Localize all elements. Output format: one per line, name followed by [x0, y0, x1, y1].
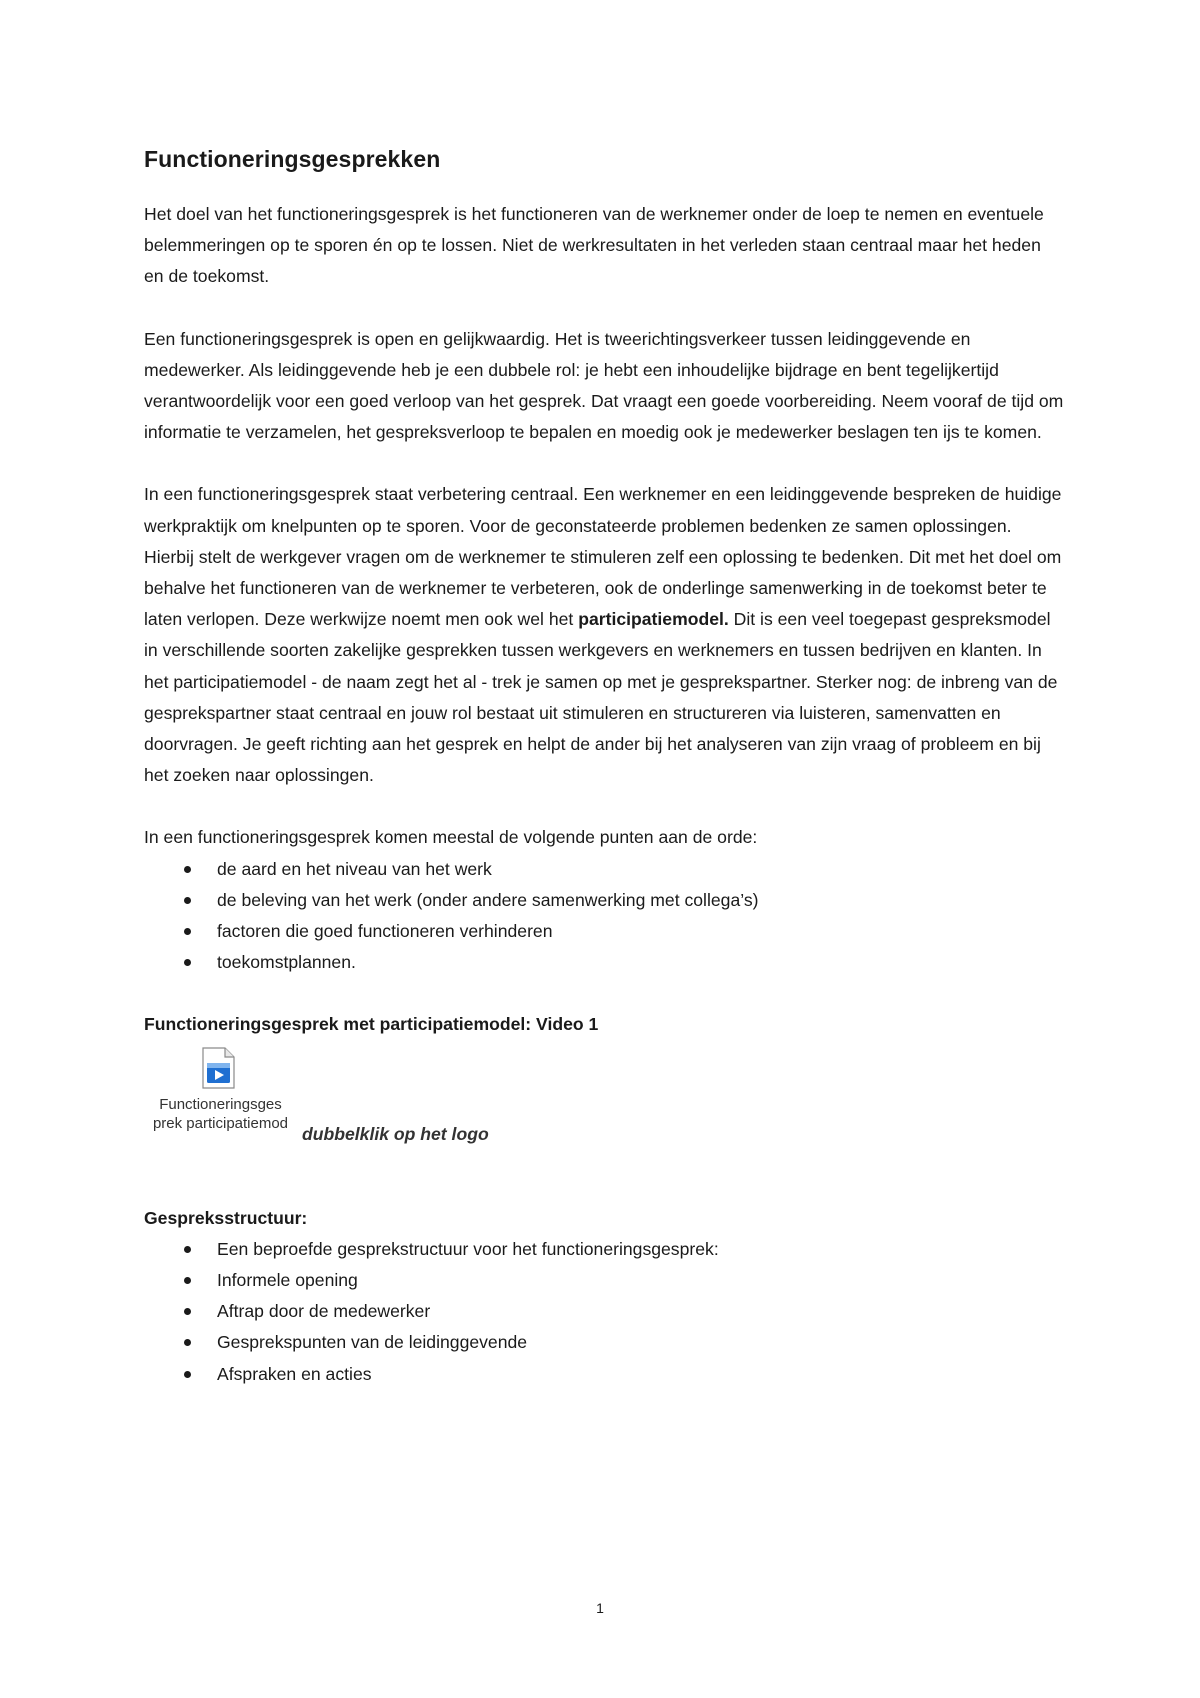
list-item-text: Gesprekspunten van de leidinggevende — [217, 1332, 528, 1353]
page-number: 1 — [596, 1600, 604, 1616]
structure-list — [144, 1234, 1064, 1390]
bullet-icon — [184, 1371, 191, 1378]
bullet-icon — [184, 866, 191, 873]
video-file-caption[interactable] — [144, 1095, 297, 1133]
structure-heading: Gespreksstructuur: — [144, 1207, 308, 1228]
list-item-text: Informele opening — [217, 1270, 358, 1291]
bullet-icon — [184, 928, 191, 935]
video-attachment[interactable] — [144, 1047, 1064, 1151]
list-item — [144, 854, 1064, 885]
bullet-icon — [184, 1277, 191, 1284]
paragraph-verbetering-part-1: In een functioneringsgesprek staat verbetering centraal. Een werknemer en een leidinggevende bespreken de huidige werkpraktijk om knelpunten op te sporen. Voor de geconstateerde problemen bedenken ze samen oplossingen. Hierbij stelt de werkgever vragen om de werknemer te stimuleren zelf een oplossing te bedenken. Dit met het doel om behalve het functioneren van de werknemer te verbeteren, ook de onderlinge samenwerking in de toekomst beter te laten verlopen. Deze werkwijze noemt men ook wel het — [144, 484, 1062, 630]
list-item — [144, 1234, 1064, 1265]
list-item — [144, 947, 1064, 978]
list-item — [144, 916, 1064, 947]
double-click-hint: dubbelklik op het logo — [302, 1123, 489, 1144]
video-heading: Functioneringsgesprek met participatiemodel: Video 1 — [144, 1014, 599, 1035]
bullet-icon — [184, 897, 191, 904]
video-file-caption-line-1: Functioneringsges — [159, 1095, 282, 1113]
list-item — [144, 885, 1064, 916]
video-file-icon[interactable] — [202, 1047, 235, 1089]
bullet-icon — [184, 959, 191, 966]
list-item — [144, 1296, 1064, 1327]
list-item-text: Aftrap door de medewerker — [217, 1301, 431, 1322]
list-item-text: factoren die goed functioneren verhinderen — [217, 921, 553, 942]
list-item-text: Een beproefde gesprekstructuur voor het functioneringsgesprek: — [217, 1238, 719, 1259]
participatiemodel-term: participatiemodel. — [578, 609, 729, 630]
page-title: Functioneringsgesprekken — [144, 146, 441, 172]
document-body — [144, 146, 1064, 1421]
bullet-icon — [184, 1246, 191, 1253]
list-item-text: de aard en het niveau van het werk — [217, 858, 492, 879]
paragraph-open-gesprek: Een functioneringsgesprek is open en gelijkwaardig. Het is tweerichtingsverkeer tussen leidinggevende en medewerker. Als leidinggevende heb je een dubbele rol: je hebt een inhoudelijke bijdrage en bent tegelijkertijd verantwoordelijk voor een goed verloop van het gesprek. Dat vraagt een goede voorbereiding. Neem vooraf de tijd om informatie te verzamelen, het gespreksverloop te bepalen en moedig ook je medewerker beslagen ten ijs te komen. — [144, 328, 1064, 443]
list-item-text: Afspraken en acties — [217, 1363, 372, 1384]
list-item — [144, 1359, 1064, 1390]
bullet-icon — [184, 1339, 191, 1346]
paragraph-goal: Het doel van het functioneringsgesprek is het functioneren van de werknemer onder de loep te nemen en eventuele belemmeringen op te sporen én op te lossen. Niet de werkresultaten in het verleden staan centraal maar het heden en de toekomst. — [144, 204, 1044, 287]
list-item-text: toekomstplannen. — [217, 952, 356, 973]
paragraph-verbetering — [144, 479, 1064, 791]
paragraph-verbetering-part-2: Dit is een veel toegepast gespreksmodel in verschillende soorten zakelijke gesprekken tussen werkgevers en werknemers en tussen bedrijven en klanten. In het participatiemodel - de naam zegt het al - trek je samen op met je gesprekspartner. Sterker nog: de inbreng van de gesprekspartner staat centraal en jouw rol bestaat uit stimuleren en structureren via luisteren, samenvatten en doorvragen. Je geeft richting aan het gesprek en helpt de ander bij het analyseren van zijn vraag of probleem en bij het zoeken naar oplossingen. — [144, 609, 1058, 786]
list-item-text: de beleving van het werk (onder andere samenwerking met collega’s) — [217, 889, 759, 910]
bullet-icon — [184, 1308, 191, 1315]
video-file-caption-line-2: prek participatiemod — [152, 1114, 289, 1132]
points-intro: In een functioneringsgesprek komen meestal de volgende punten aan de orde: — [144, 827, 758, 848]
list-item — [144, 1265, 1064, 1296]
points-list — [144, 854, 1064, 979]
list-item — [144, 1327, 1064, 1358]
